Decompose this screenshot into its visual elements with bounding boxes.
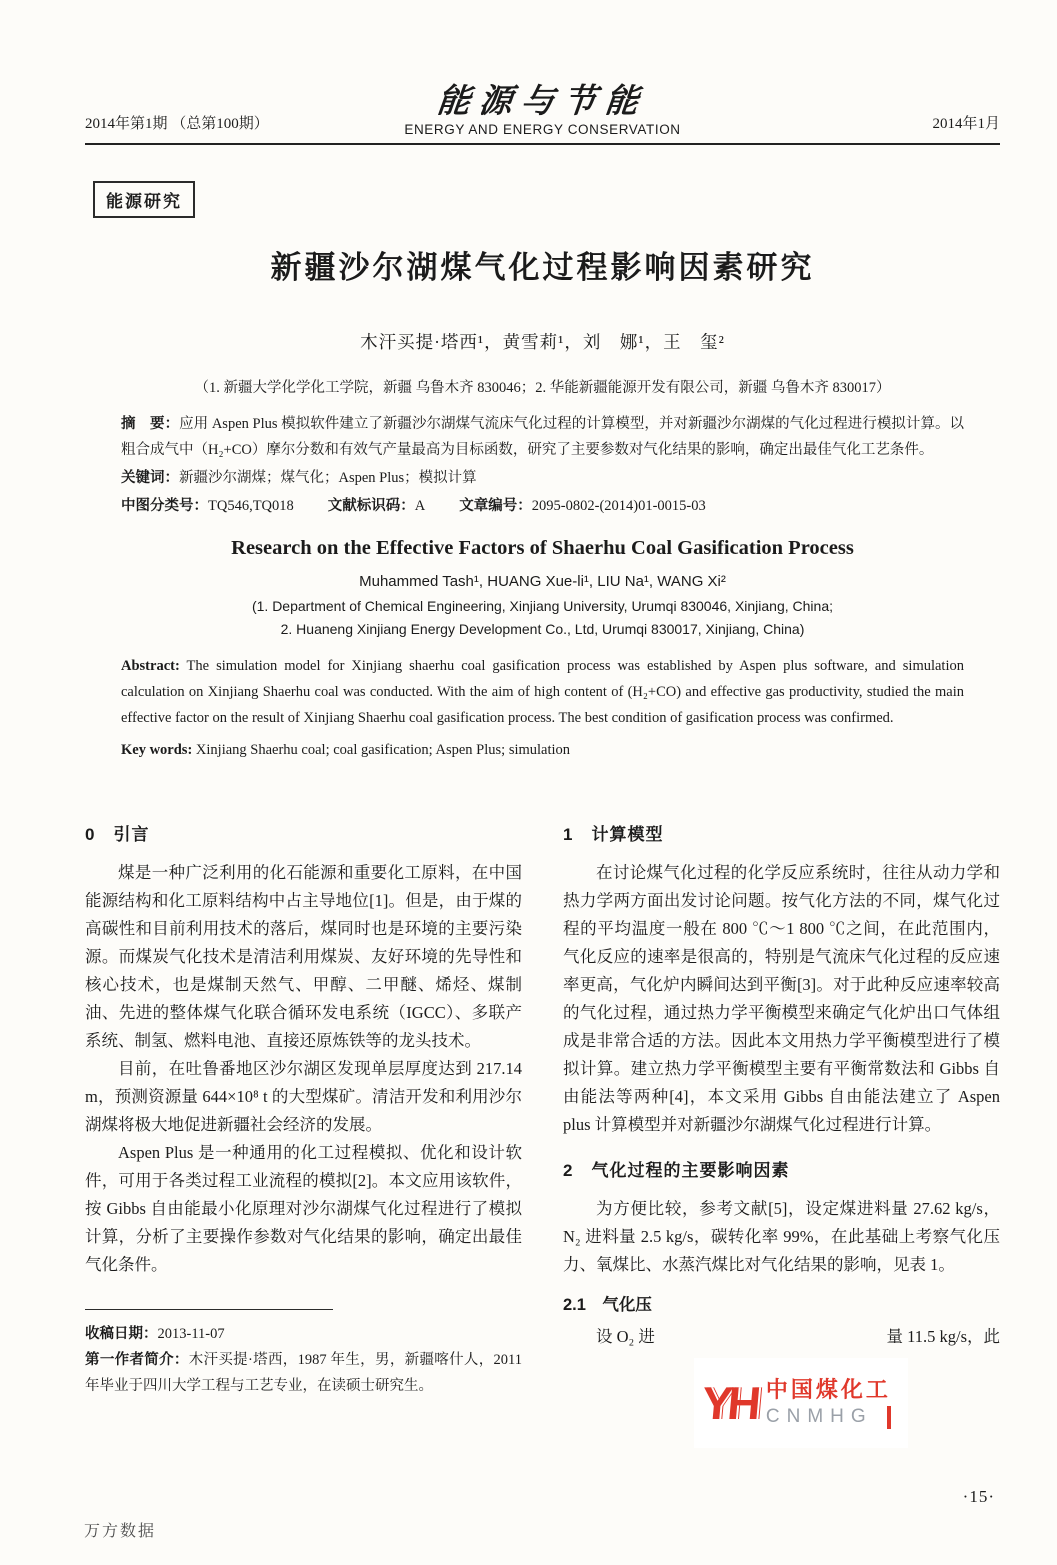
author-bio-label: 第一作者简介： [85,1351,189,1368]
author-bio-line [85,1347,522,1399]
section-heading-model: 1 计算模型 [563,824,664,844]
abstract-english-text: The simulation model for Xinjiang shaerhu coal gasification process was established by Aspen plus software, and simulation calculation on Xinjiang Shaerhu coal was conducted. With the aim of high content of (H₂+CO) and effective gas productivity, studied the main effective factor on the result of Xinjiang Shaerhu coal gasification process. The best condition of gasification process was confirmed. [121,657,964,726]
issue-number: 2014年第1期 （总第100期） [85,115,269,132]
keywords-text: 新疆沙尔湖煤；煤气化；Aspen Plus；模拟计算 [179,469,477,486]
clc-row [121,493,964,519]
affiliation-chinese: （1. 新疆大学化学化工学院，新疆 乌鲁木齐 830046；2. 华能新疆能源开发有限公司，新疆 乌鲁木齐 830017） [194,379,891,396]
wanfang-data-watermark: 万方数据 [84,1523,157,1540]
keywords-english-text: Xinjiang Shaerhu coal; coal gasification; Aspen Plus; simulation [195,741,571,758]
abstract-english [121,653,964,731]
watermark-title: 中国煤化工 [765,1376,891,1402]
two-column-body [85,817,1000,1399]
paper-title-chinese: 新疆沙尔湖煤气化过程影响因素研究 [270,249,815,285]
paragraph: 为方便比较，参考文献[5]，设定煤进料量 27.62 kg/s，N₂ 进料量 2.5 kg/s，碳转化率 99%，在此基础上考察气化压力、氧煤比、水蒸汽煤比对气化结果的影响，见表 1。 [563,1198,1000,1274]
received-date-line [85,1321,522,1347]
journal-masthead [404,81,681,137]
abstract-label: 摘 要： [121,415,180,432]
cnmhg-logo-icon: YH [699,1377,759,1429]
obscured-text-line [563,1323,1000,1351]
affiliation-english-line2: 2. Huaneng Xinjiang Energy Development Co., Ltd, Urumqi 830017, Xinjiang, China) [280,620,805,637]
subsection-heading-partial: 2.1 气化压 [563,1295,652,1314]
authors-chinese: 木汗买提·塔西¹，黄雪莉¹，刘 娜¹，王 玺² [360,331,725,352]
issue-date: 2014年1月 [932,115,1000,132]
text-fragment-left: 设 O₂ 进 [596,1326,655,1346]
abstract-chinese [121,411,964,463]
affiliation-english [85,595,1000,641]
keywords-english-label: Key words: [121,741,193,758]
received-date-value: 2013-11-07 [157,1325,225,1342]
watermark-subtitle: CNMHG [766,1406,891,1429]
right-column [563,817,1000,1399]
text-fragment-right: 量 11.5 kg/s，此 [886,1326,1000,1346]
journal-logo-calligraphy: 能源与节能 [435,81,650,120]
section-heading-factors: 2 气化过程的主要影响因素 [563,1160,790,1180]
abstract-english-label: Abstract: [121,657,180,674]
page-content [0,145,1057,1399]
cnmhg-watermark [694,1358,908,1448]
cnmhg-watermark-text [766,1377,891,1429]
section-heading-introduction: 0 引言 [85,824,150,844]
abstract-text: 应用 Aspen Plus 模拟软件建立了新疆沙尔湖煤气流床气化过程的计算模型，并对新疆沙尔湖煤的气化过程进行模拟计算。以粗合成气中（H₂+CO）摩尔分数和有效气产量最高为目标函数，研究了主要参数对气化结果的影响，确定出最佳气化工艺条件。 [121,415,965,458]
journal-name-english: ENERGY AND ENERGY CONSERVATION [404,121,681,137]
journal-header [0,0,1057,143]
paragraph: Aspen Plus 是一种通用的化工过程模拟、优化和设计软件，可用于各类过程工业流程的模拟[2]。本文应用该软件，按 Gibbs 自由能最小化原理对沙尔湖煤气化过程进行了模拟计算，分析了主要操作参数对气化结果的影响，确定出最佳气化条件。 [85,1142,522,1274]
paper-title-english: Research on the Effective Factors of Shaerhu Coal Gasification Process [231,536,854,559]
first-page-footnote [85,1309,522,1399]
section-badge: 能源研究 [93,181,195,218]
clc-number: 中图分类号：TQ546,TQ018 [121,497,294,514]
document-code: 文献标识码：A [327,497,426,514]
left-column [85,817,522,1399]
page-number: ·15· [962,1487,995,1506]
author-bio-value: 木汗买提·塔西，1987 年生，男，新疆喀什人，2011 年毕业于四川大学工程与工艺专业，在读硕士研究生。 [85,1351,523,1394]
affiliation-english-line1: (1. Department of Chemical Engineering, Xinjiang University, Urumqi 830046, Xinjiang, China; [251,597,834,614]
received-date-label: 收稿日期： [85,1325,158,1342]
paragraph: 煤是一种广泛利用的化石能源和重要化工原料，在中国能源结构和化工原料结构中占主导地位[1]。但是，由于煤的高碳性和目前利用技术的落后，煤同时也是环境的主要污染源。而煤炭气化技术是清洁利用煤炭、友好环境的先导性和核心技术，也是煤制天然气、甲醇、二甲醚、烯烃、煤制油、先进的整体煤气化联合循环发电系统（IGCC）、多联产系统、制氢、燃料电池、直接还原炼铁等的龙头技术。 [85,862,522,1050]
paragraph: 目前，在吐鲁番地区沙尔湖区发现单层厚度达到 217.14 m，预测资源量 644×10⁸ t 的大型煤矿。清洁开发和利用沙尔湖煤将极大地促进新疆社会经济的发展。 [85,1058,522,1134]
keywords-english [121,737,964,763]
keywords-label: 关键词： [121,469,179,486]
paragraph: 在讨论煤气化过程的化学反应系统时，往往从动力学和热力学两方面出发讨论问题。按气化方法的不同，煤气化过程的平均温度一般在 800 ℃～1 800 ℃之间，在此范围内，气化反应的速率是很高的，特别是气流床气化过程的反应速率更高，气化炉内瞬间达到平衡[3]。对于此种反应速率较高的气化过程，通过热力学平衡模型来确定气化炉出口气体组成是非常合适的方法。因此本文用热力学平衡模型进行了模拟计算。建立热力学平衡模型主要有平衡常数法和 Gibbs 自由能法等两种[4]，本文采用 Gibbs 自由能法建立了 Aspen plus 计算模型并对新疆沙尔湖煤气化过程进行计算。 [563,862,1000,1134]
keywords-chinese [121,465,964,491]
authors-english: Muhammed Tash¹, HUANG Xue-li¹, LIU Na¹, WANG Xi² [359,572,726,590]
article-id: 文章编号：2095-0802-(2014)01-0015-03 [459,497,706,514]
